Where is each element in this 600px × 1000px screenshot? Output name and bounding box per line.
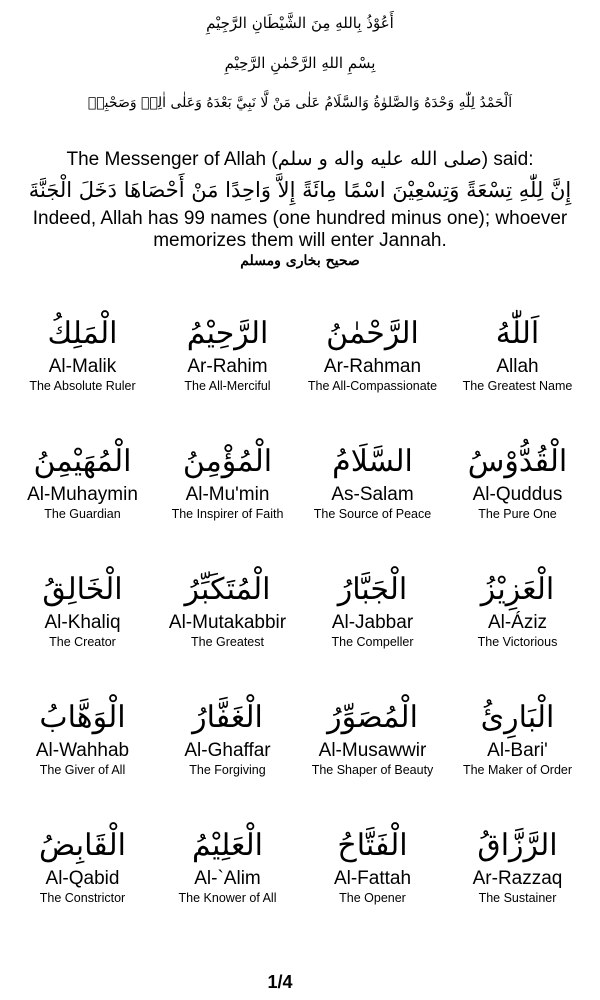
name-arabic: الْقُدُّوْسُ [467, 444, 568, 479]
name-arabic: الرَّزَّاقُ [477, 828, 558, 863]
name-transliteration: Al-Mu'min [185, 484, 270, 505]
hadith-intro-before: The Messenger of Allah ( [66, 149, 278, 170]
page-indicator: 1/4 [267, 972, 293, 992]
name-arabic: اَللّٰهُ [495, 316, 540, 351]
name-meaning: The Forgiving [189, 763, 266, 777]
name-arabic: الرَّحِيْمُ [186, 316, 269, 351]
name-arabic: الرَّحْمٰنُ [326, 316, 419, 351]
name-card [10, 824, 155, 952]
name-meaning: The Greatest Name [462, 379, 573, 393]
name-meaning: The Creator [49, 635, 116, 649]
hadith-intro [0, 146, 600, 172]
name-transliteration: Al-Wahhab [35, 740, 130, 761]
name-meaning: The Maker of Order [462, 763, 573, 777]
name-arabic: الْمُصَوِّرُ [327, 700, 418, 735]
name-arabic: الْقَابِضُ [39, 828, 126, 863]
name-card [155, 312, 300, 440]
name-transliteration: Al-Qabid [45, 868, 120, 889]
name-transliteration: Al-Quddus [472, 484, 563, 505]
name-meaning: The Greatest [191, 635, 264, 649]
name-card [155, 824, 300, 952]
name-arabic: الْمُؤْمِنُ [182, 444, 273, 479]
name-transliteration: Ar-Razzaq [472, 868, 563, 889]
name-transliteration: Al-Malik [48, 356, 117, 377]
hadith-intro-after: ) said: [481, 149, 534, 170]
name-meaning: The Absolute Ruler [29, 379, 136, 393]
name-arabic: الْمَلِكُ [47, 316, 118, 351]
name-arabic: الْجَبَّارُ [337, 572, 408, 607]
name-arabic: الْمُهَيْمِنُ [33, 444, 132, 479]
name-arabic: الْخَالِقُ [42, 572, 123, 607]
name-card [155, 696, 300, 824]
hadith-salutation: صلى الله عليه واله و سلم [277, 148, 482, 170]
name-transliteration: Al-`Alim [194, 868, 261, 889]
name-meaning: The Giver of All [39, 763, 126, 777]
name-transliteration: Al-Ghaffar [184, 740, 271, 761]
name-transliteration: Al-Jabbar [331, 612, 414, 633]
name-card [300, 824, 445, 952]
name-card [445, 824, 590, 952]
name-card [155, 568, 300, 696]
name-arabic: الْفَتَّاحُ [337, 828, 408, 863]
name-arabic: السَّلَامُ [332, 444, 413, 479]
name-transliteration: Al-Muhaymin [27, 484, 138, 505]
name-meaning: The Pure One [478, 507, 557, 521]
name-transliteration: Al-Bari' [487, 740, 548, 761]
name-meaning: The All-Compassionate [307, 379, 438, 393]
name-card [300, 440, 445, 568]
name-meaning: The Source of Peace [313, 507, 432, 521]
name-transliteration: Al-Áziz [487, 612, 548, 633]
name-transliteration: Ar-Rahim [187, 356, 268, 377]
hadith-translation: Indeed, Allah has 99 names (one hundred minus one); whoever memorizes them will enter Jannah. [32, 208, 568, 251]
name-transliteration: As-Salam [331, 484, 414, 505]
hadith-arabic-text: إِنَّ لِلّٰهِ تِسْعَةً وَتِسْعِيْنَ اسْمًا مِائَةً إِلاَّ وَاحِدًا مَنْ أَحْصَاهَا دَخَلَ الْجَنَّةَ [28, 178, 572, 202]
name-card [300, 568, 445, 696]
name-arabic: الْوَهَّابُ [39, 700, 126, 735]
name-transliteration: Al-Khaliq [44, 612, 121, 633]
names-grid [10, 312, 590, 952]
name-card [10, 568, 155, 696]
name-meaning: The Inspirer of Faith [171, 507, 284, 521]
name-transliteration: Al-Musawwir [318, 740, 427, 761]
name-arabic: الْعَلِيْمُ [192, 828, 263, 863]
name-transliteration: Al-Fattah [333, 868, 412, 889]
name-meaning: The All-Merciful [184, 379, 271, 393]
opening-invocations [0, 6, 600, 126]
name-meaning: The Compeller [331, 635, 414, 649]
name-meaning: The Victorious [477, 635, 558, 649]
name-arabic: الْمُتَكَبِّرُ [184, 572, 271, 607]
name-arabic: الْبَارِئُ [480, 700, 555, 735]
name-meaning: The Constrictor [39, 891, 126, 905]
taawwudh: أَعُوْذُ بِاللهِ مِنَ الشَّيْطَانِ الرَّجِيْمِ [206, 14, 394, 32]
name-meaning: The Sustainer [478, 891, 557, 905]
name-card [445, 696, 590, 824]
name-meaning: The Knower of All [178, 891, 277, 905]
name-card [10, 312, 155, 440]
name-card [10, 696, 155, 824]
name-transliteration: Allah [496, 356, 539, 377]
hamdala: اَلْحَمْدُ لِلّٰهِ وَحْدَهُ وَالصَّلوٰةُ وَالسَّلَامُ عَلٰى مَنْ لَّا نَبِيَّ بَعْدَهُ وَعَلٰى اٰلِهٖ وَصَحْبِهٖ [87, 95, 513, 111]
name-card [10, 440, 155, 568]
name-meaning: The Guardian [44, 507, 121, 521]
name-card [445, 568, 590, 696]
hadith-section [0, 146, 600, 270]
name-meaning: The Shaper of Beauty [311, 763, 434, 777]
name-transliteration: Al-Mutakabbir [168, 612, 287, 633]
name-card [445, 312, 590, 440]
name-arabic: الْغَفَّارُ [192, 700, 263, 735]
name-transliteration: Ar-Rahman [323, 356, 422, 377]
hadith-source: صحيح بخارى ومسلم [240, 253, 360, 269]
name-card [155, 440, 300, 568]
name-card [445, 440, 590, 568]
name-arabic: الْعَزِيْزُ [480, 572, 555, 607]
basmala: بِسْمِ اللهِ الرَّحْمٰنِ الرَّحِيْمِ [224, 54, 376, 72]
name-card [300, 312, 445, 440]
name-meaning: The Opener [339, 891, 406, 905]
name-card [300, 696, 445, 824]
